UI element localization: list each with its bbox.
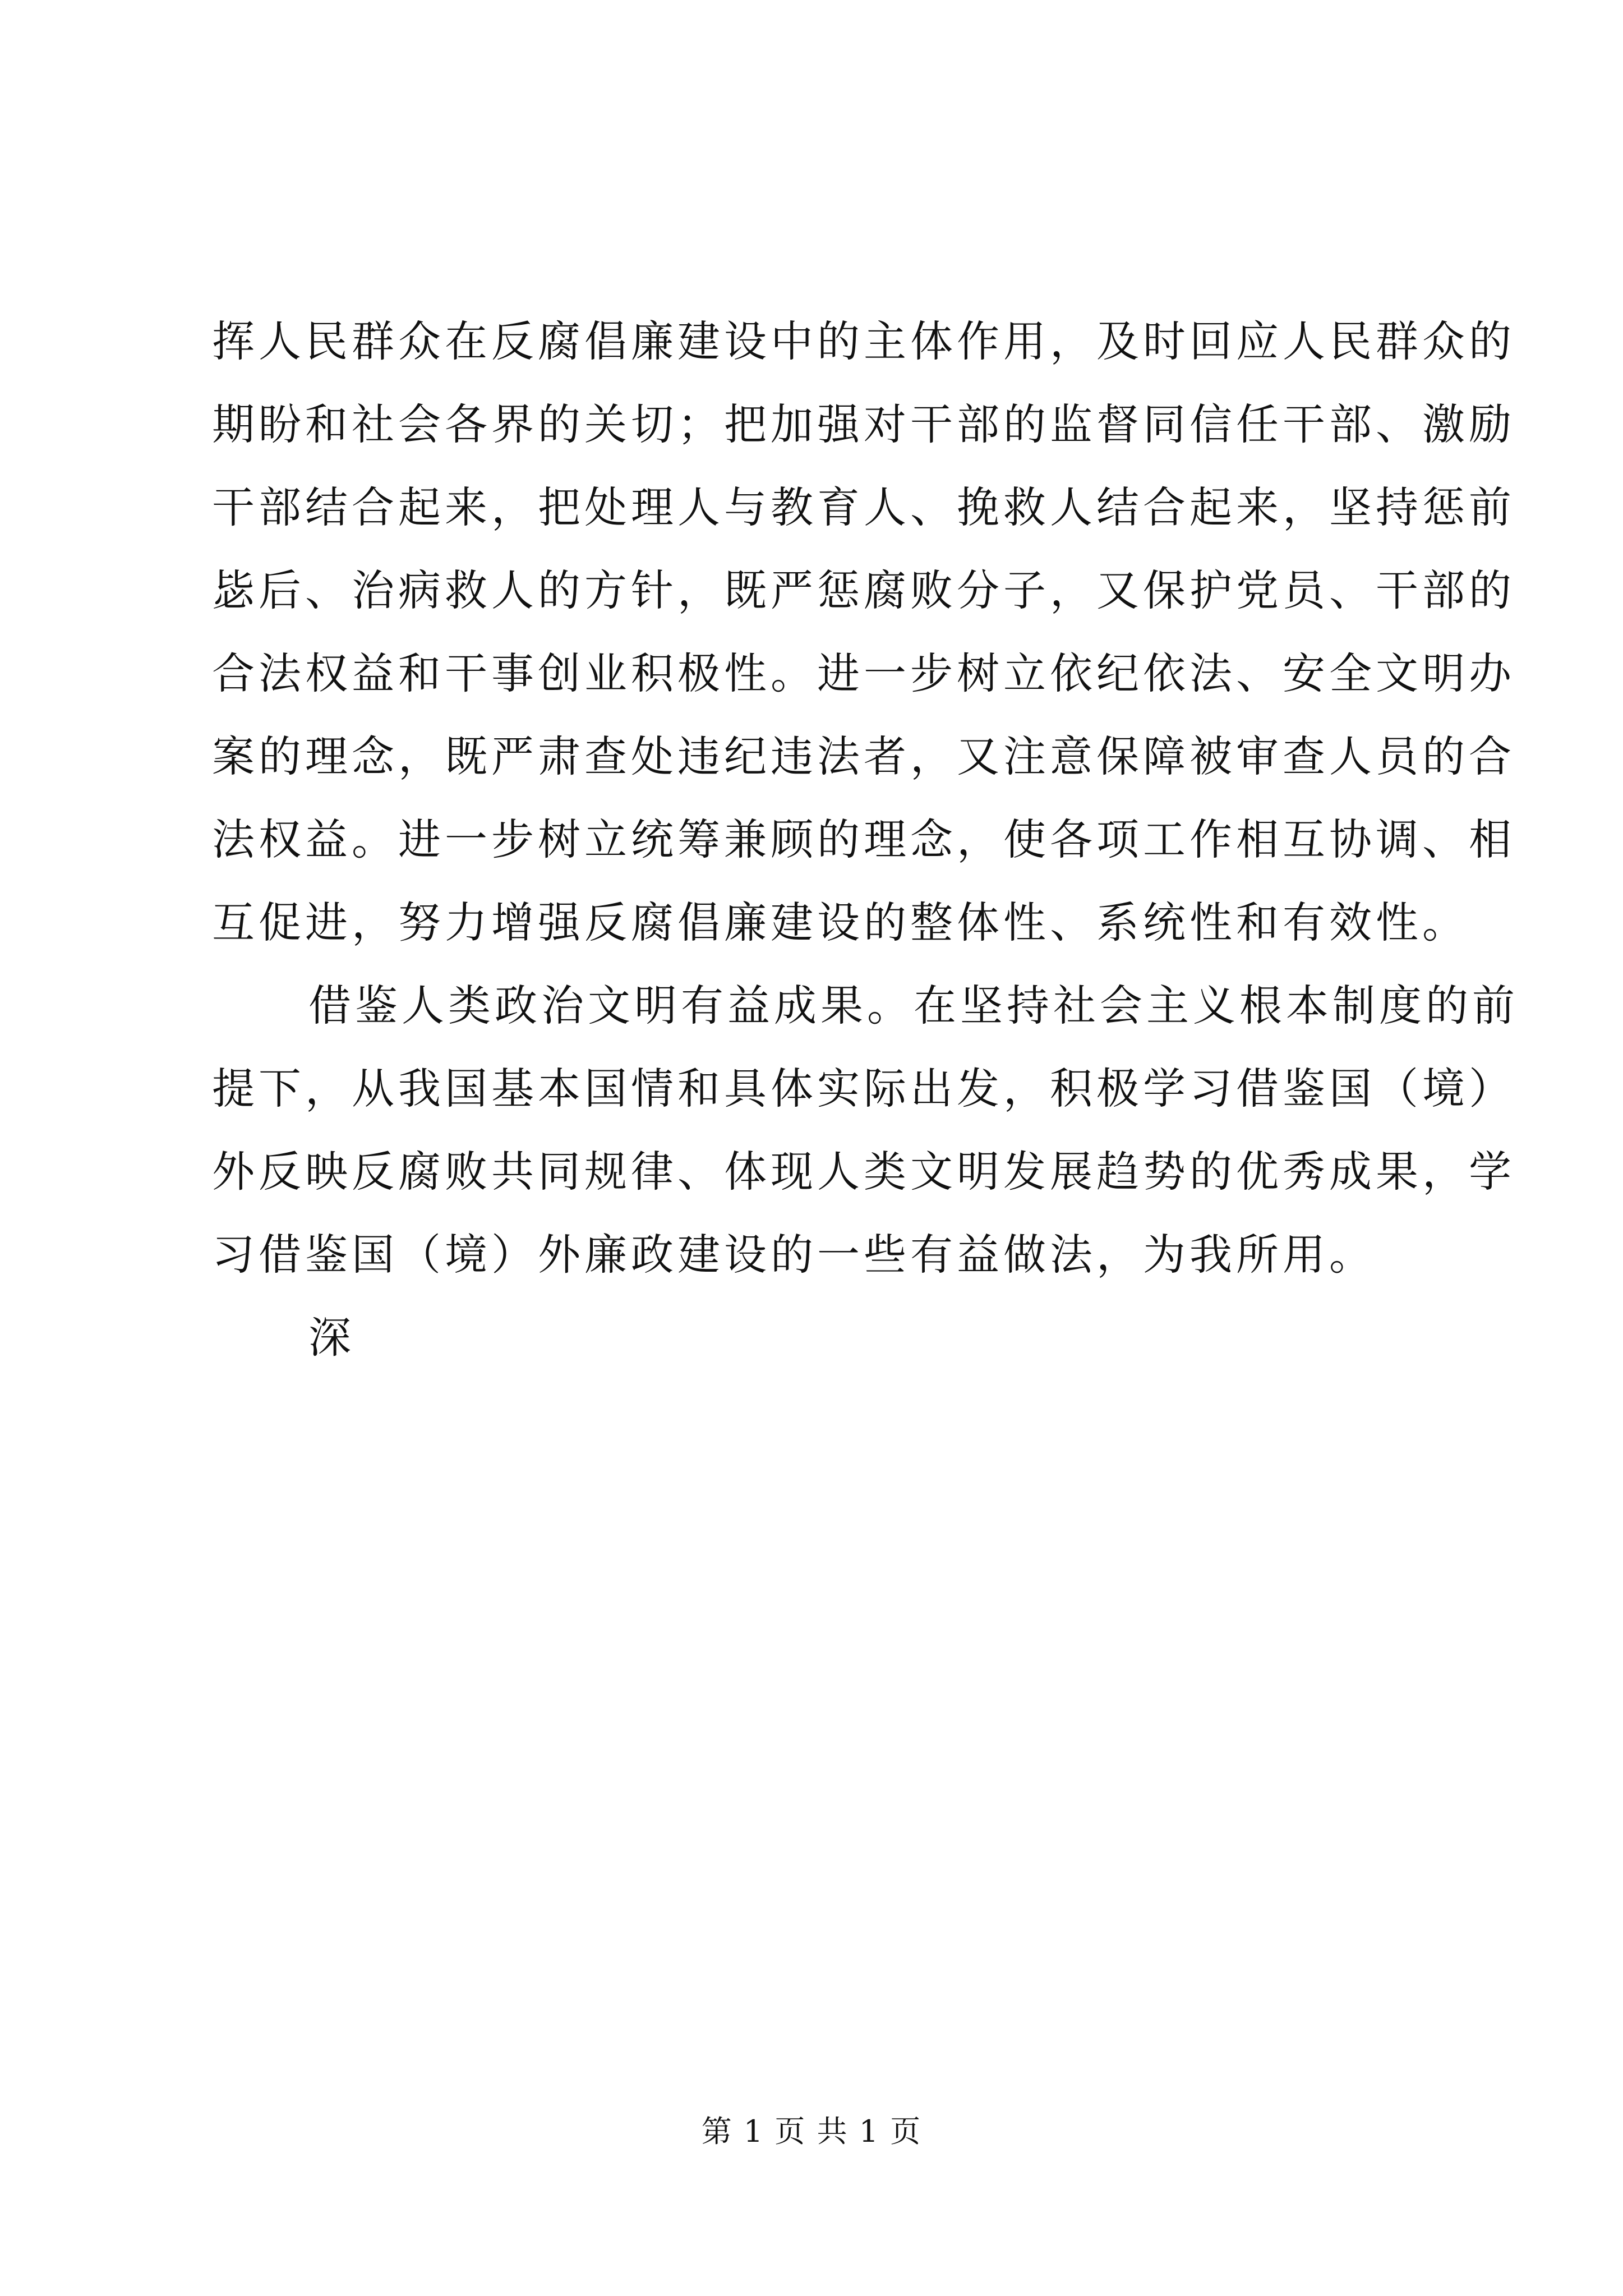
paragraph-first-line: 借鉴人类政治文明有益成果。在坚持社会主义根本制度的前 bbox=[308, 981, 1519, 1030]
text-line: 法权益。进一步树立统筹兼顾的理念，使各项工作相互协调、相 bbox=[212, 815, 1515, 864]
paragraph-first-line: 深 bbox=[308, 1313, 355, 1363]
page-number-label: 第 1 页 共 1 页 bbox=[701, 2114, 922, 2149]
text-line: 毖后、治病救人的方针，既严惩腐败分子，又保护党员、干部的 bbox=[212, 565, 1515, 615]
text-line: 习借鉴国（境）外廉政建设的一些有益做法，为我所用。 bbox=[212, 1230, 1376, 1280]
text-line: 挥人民群众在反腐倡廉建设中的主体作用，及时回应人民群众的 bbox=[212, 316, 1515, 366]
text-line: 外反映反腐败共同规律、体现人类文明发展趋势的优秀成果，学 bbox=[212, 1147, 1515, 1197]
body-text bbox=[212, 300, 1519, 1379]
text-line: 互促进，努力增强反腐倡廉建设的整体性、系统性和有效性。 bbox=[212, 898, 1469, 947]
text-line: 合法权益和干事创业积极性。进一步树立依纪依法、安全文明办 bbox=[212, 648, 1515, 698]
text-line: 案的理念，既严肃查处违纪违法者，又注意保障被审查人员的合 bbox=[212, 731, 1515, 781]
text-line: 提下，从我国基本国情和具体实际出发，积极学习借鉴国（境） bbox=[212, 1064, 1515, 1114]
text-line: 期盼和社会各界的关切；把加强对干部的监督同信任干部、激励 bbox=[212, 399, 1515, 449]
text-line: 干部结合起来，把处理人与教育人、挽救人结合起来，坚持惩前 bbox=[212, 482, 1515, 532]
page-footer bbox=[0, 2112, 1623, 2151]
